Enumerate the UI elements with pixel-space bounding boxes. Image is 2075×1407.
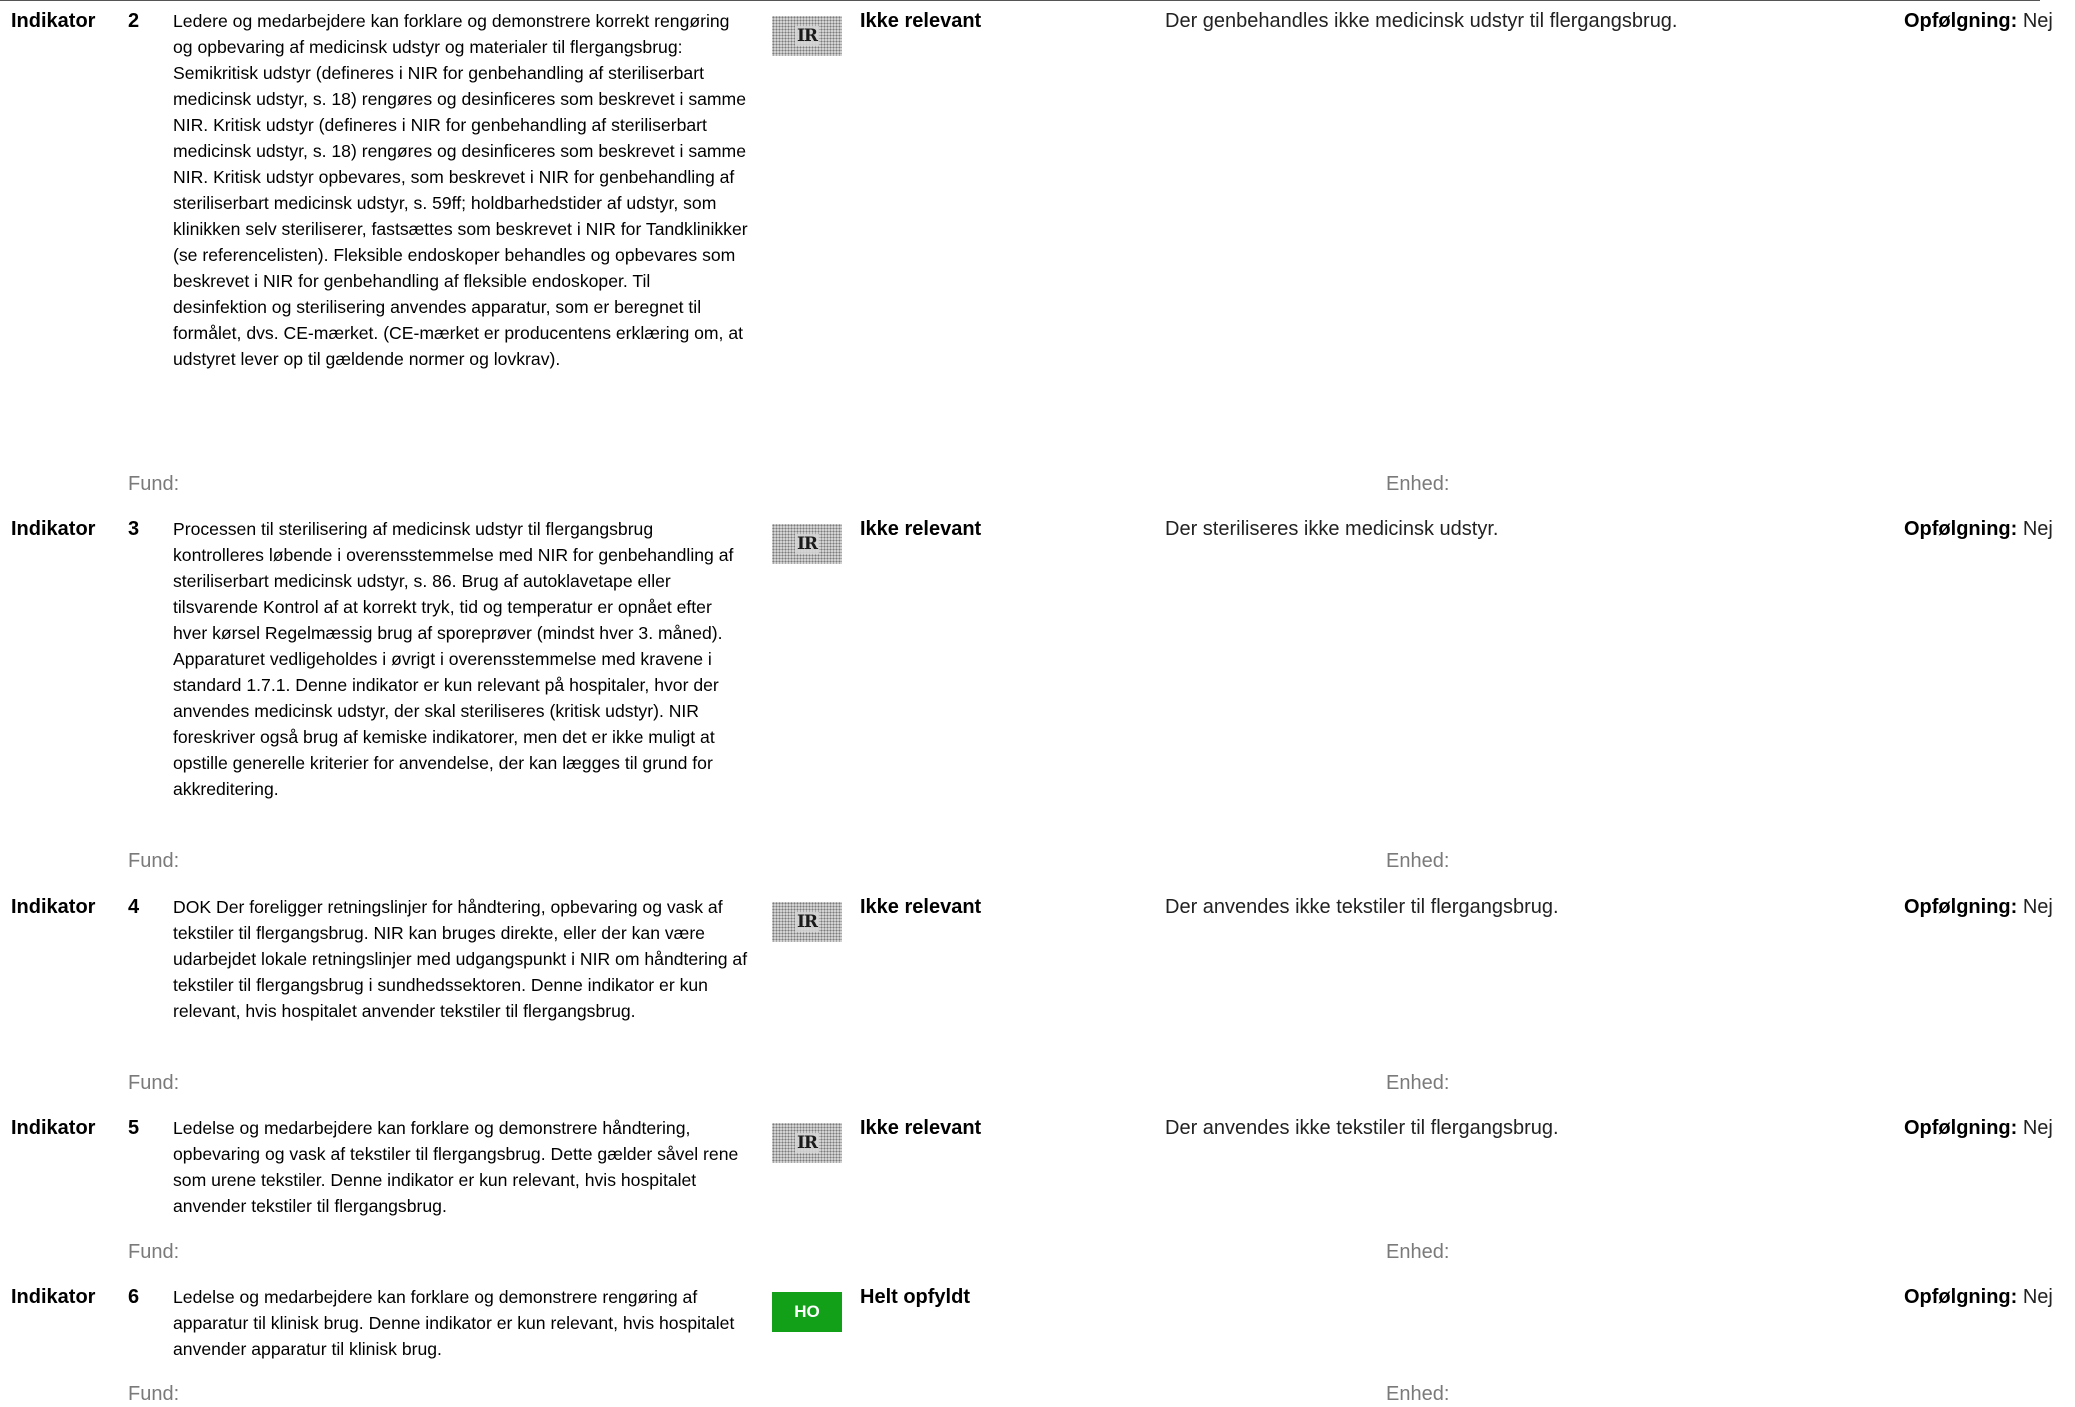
assessment-comment: Der anvendes ikke tekstiler til flergangsbrug.: [1165, 1117, 1559, 1139]
indicator-label: Indikator: [11, 518, 96, 540]
badge-text: IR: [796, 912, 818, 932]
followup-value: Nej: [2022, 1286, 2053, 1308]
top-divider: [0, 0, 2040, 1]
enhed-label: Enhed:: [1386, 1383, 1450, 1405]
assessment-comment: Der genbehandles ikke medicinsk udstyr til flergangsbrug.: [1165, 10, 1678, 32]
indicator-label: Indikator: [11, 1117, 96, 1139]
followup: [1904, 8, 2053, 34]
enhed-label: Enhed:: [1386, 473, 1450, 495]
followup-label: Opfølgning:: [1904, 1117, 2018, 1139]
indicator-label: Indikator: [11, 1286, 96, 1308]
status-badge-ir: [772, 902, 842, 942]
status-text: Helt opfyldt: [860, 1286, 970, 1308]
indicator-description: Ledelse og medarbejdere kan forklare og demonstrere håndtering, opbevaring og vask af tekstiler til flergangsbrug. Dette gælder såvel rene som urene tekstiler. Denne indikator er kun relevant, hvis hospitalet anvender tekstiler til flergangsbrug.: [173, 1118, 739, 1216]
indicator-label: Indikator: [11, 896, 96, 918]
indicator-description: DOK Der foreligger retningslinjer for håndtering, opbevaring og vask af tekstiler til flergangsbrug. NIR kan bruges direkte, eller der kan være udarbejdet lokale retningslinjer med udgangspunkt i NIR om håndtering af tekstiler til flergangsbrug i sundhedssektoren. Denne indikator er kun relevant, hvis hospitalet anvender tekstiler til flergangsbrug.: [173, 897, 748, 1021]
fund-label: Fund:: [128, 1383, 180, 1405]
badge-text: IR: [796, 26, 818, 46]
fund-label: Fund:: [128, 1072, 180, 1094]
followup-value: Nej: [2022, 518, 2053, 540]
badge-text: HO: [794, 1302, 820, 1321]
badge-text: IR: [796, 1133, 818, 1153]
indicator-number: 5: [128, 1117, 140, 1139]
followup-value: Nej: [2022, 1117, 2053, 1139]
status-badge-ho: [772, 1292, 842, 1332]
assessment-comment: Der anvendes ikke tekstiler til flergangsbrug.: [1165, 896, 1559, 918]
followup-label: Opfølgning:: [1904, 518, 2018, 540]
status-badge-ir: [772, 1123, 842, 1163]
followup: [1904, 1284, 2053, 1310]
status-text: Ikke relevant: [860, 896, 982, 918]
indicator-description: Ledere og medarbejdere kan forklare og demonstrere korrekt rengøring og opbevaring af medicinsk udstyr og materialer til flergangsbrug: Semikritisk udstyr (defineres i NIR for genbehandling af steriliserbart medicinsk udstyr, s. 18) rengøres og desinficeres som beskrevet i samme NIR. Kritisk udstyr (defineres i NIR for genbehandling af steriliserbart medicinsk udstyr, s. 18) rengøres og desinficeres som beskrevet i samme NIR. Kritisk udstyr opbevares, som beskrevet i NIR for genbehandling af steriliserbart medicinsk udstyr, s. 59ff; holdbarhedstider af udstyr, som klinikken selv steriliserer, fastsættes som beskrevet i NIR for Tandklinikker (se referencelisten). Fleksible endoskoper behandles og opbevares som beskrevet i NIR for genbehandling af fleksible endoskoper. Til desinfektion og sterilisering anvendes apparatur, som er beregnet til formålet, dvs. CE-mærket. (CE-mærket er producentens erklæring om, at udstyret lever op til gældende normer og lovkrav).: [173, 11, 748, 369]
indicator-number: 6: [128, 1286, 140, 1308]
enhed-label: Enhed:: [1386, 1072, 1450, 1094]
status-text: Ikke relevant: [860, 518, 982, 540]
fund-label: Fund:: [128, 850, 180, 872]
badge-text: IR: [796, 534, 818, 554]
status-text: Ikke relevant: [860, 10, 982, 32]
followup-label: Opfølgning:: [1904, 1286, 2018, 1308]
followup: [1904, 516, 2053, 542]
followup: [1904, 894, 2053, 920]
status-text: Ikke relevant: [860, 1117, 982, 1139]
status-badge-ir: [772, 524, 842, 564]
status-badge-ir: [772, 16, 842, 56]
indicator-label: Indikator: [11, 10, 96, 32]
followup-label: Opfølgning:: [1904, 896, 2018, 918]
followup-label: Opfølgning:: [1904, 10, 2018, 32]
followup-value: Nej: [2022, 896, 2053, 918]
enhed-label: Enhed:: [1386, 850, 1450, 872]
indicator-description: Ledelse og medarbejdere kan forklare og demonstrere rengøring af apparatur til klinisk brug. Denne indikator er kun relevant, hvis hospitalet anvender apparatur til klinisk brug.: [173, 1287, 735, 1359]
fund-label: Fund:: [128, 473, 180, 495]
indicator-number: 3: [128, 518, 140, 540]
fund-label: Fund:: [128, 1241, 180, 1263]
indicator-number: 4: [128, 896, 140, 918]
assessment-comment: Der steriliseres ikke medicinsk udstyr.: [1165, 518, 1499, 540]
followup-value: Nej: [2022, 10, 2053, 32]
indicator-description: Processen til sterilisering af medicinsk udstyr til flergangsbrug kontrolleres løbende i overensstemmelse med NIR for genbehandling af steriliserbart medicinsk udstyr, s. 86. Brug af autoklavetape eller tilsvarende Kontrol af at korrekt tryk, tid og temperatur er opnået efter hver kørsel Regelmæssig brug af sporeprøver (mindst hver 3. måned). Apparaturet vedligeholdes i øvrigt i overensstemmelse med kravene i standard 1.7.1. Denne indikator er kun relevant på hospitaler, hvor der anvendes medicinsk udstyr, der skal steriliseres (kritisk udstyr). NIR foreskriver også brug af kemiske indikatorer, men det er ikke muligt at opstille generelle kriterier for anvendelse, der kan lægges til grund for akkreditering.: [173, 519, 734, 799]
enhed-label: Enhed:: [1386, 1241, 1450, 1263]
indicator-number: 2: [128, 10, 140, 32]
followup: [1904, 1115, 2053, 1141]
